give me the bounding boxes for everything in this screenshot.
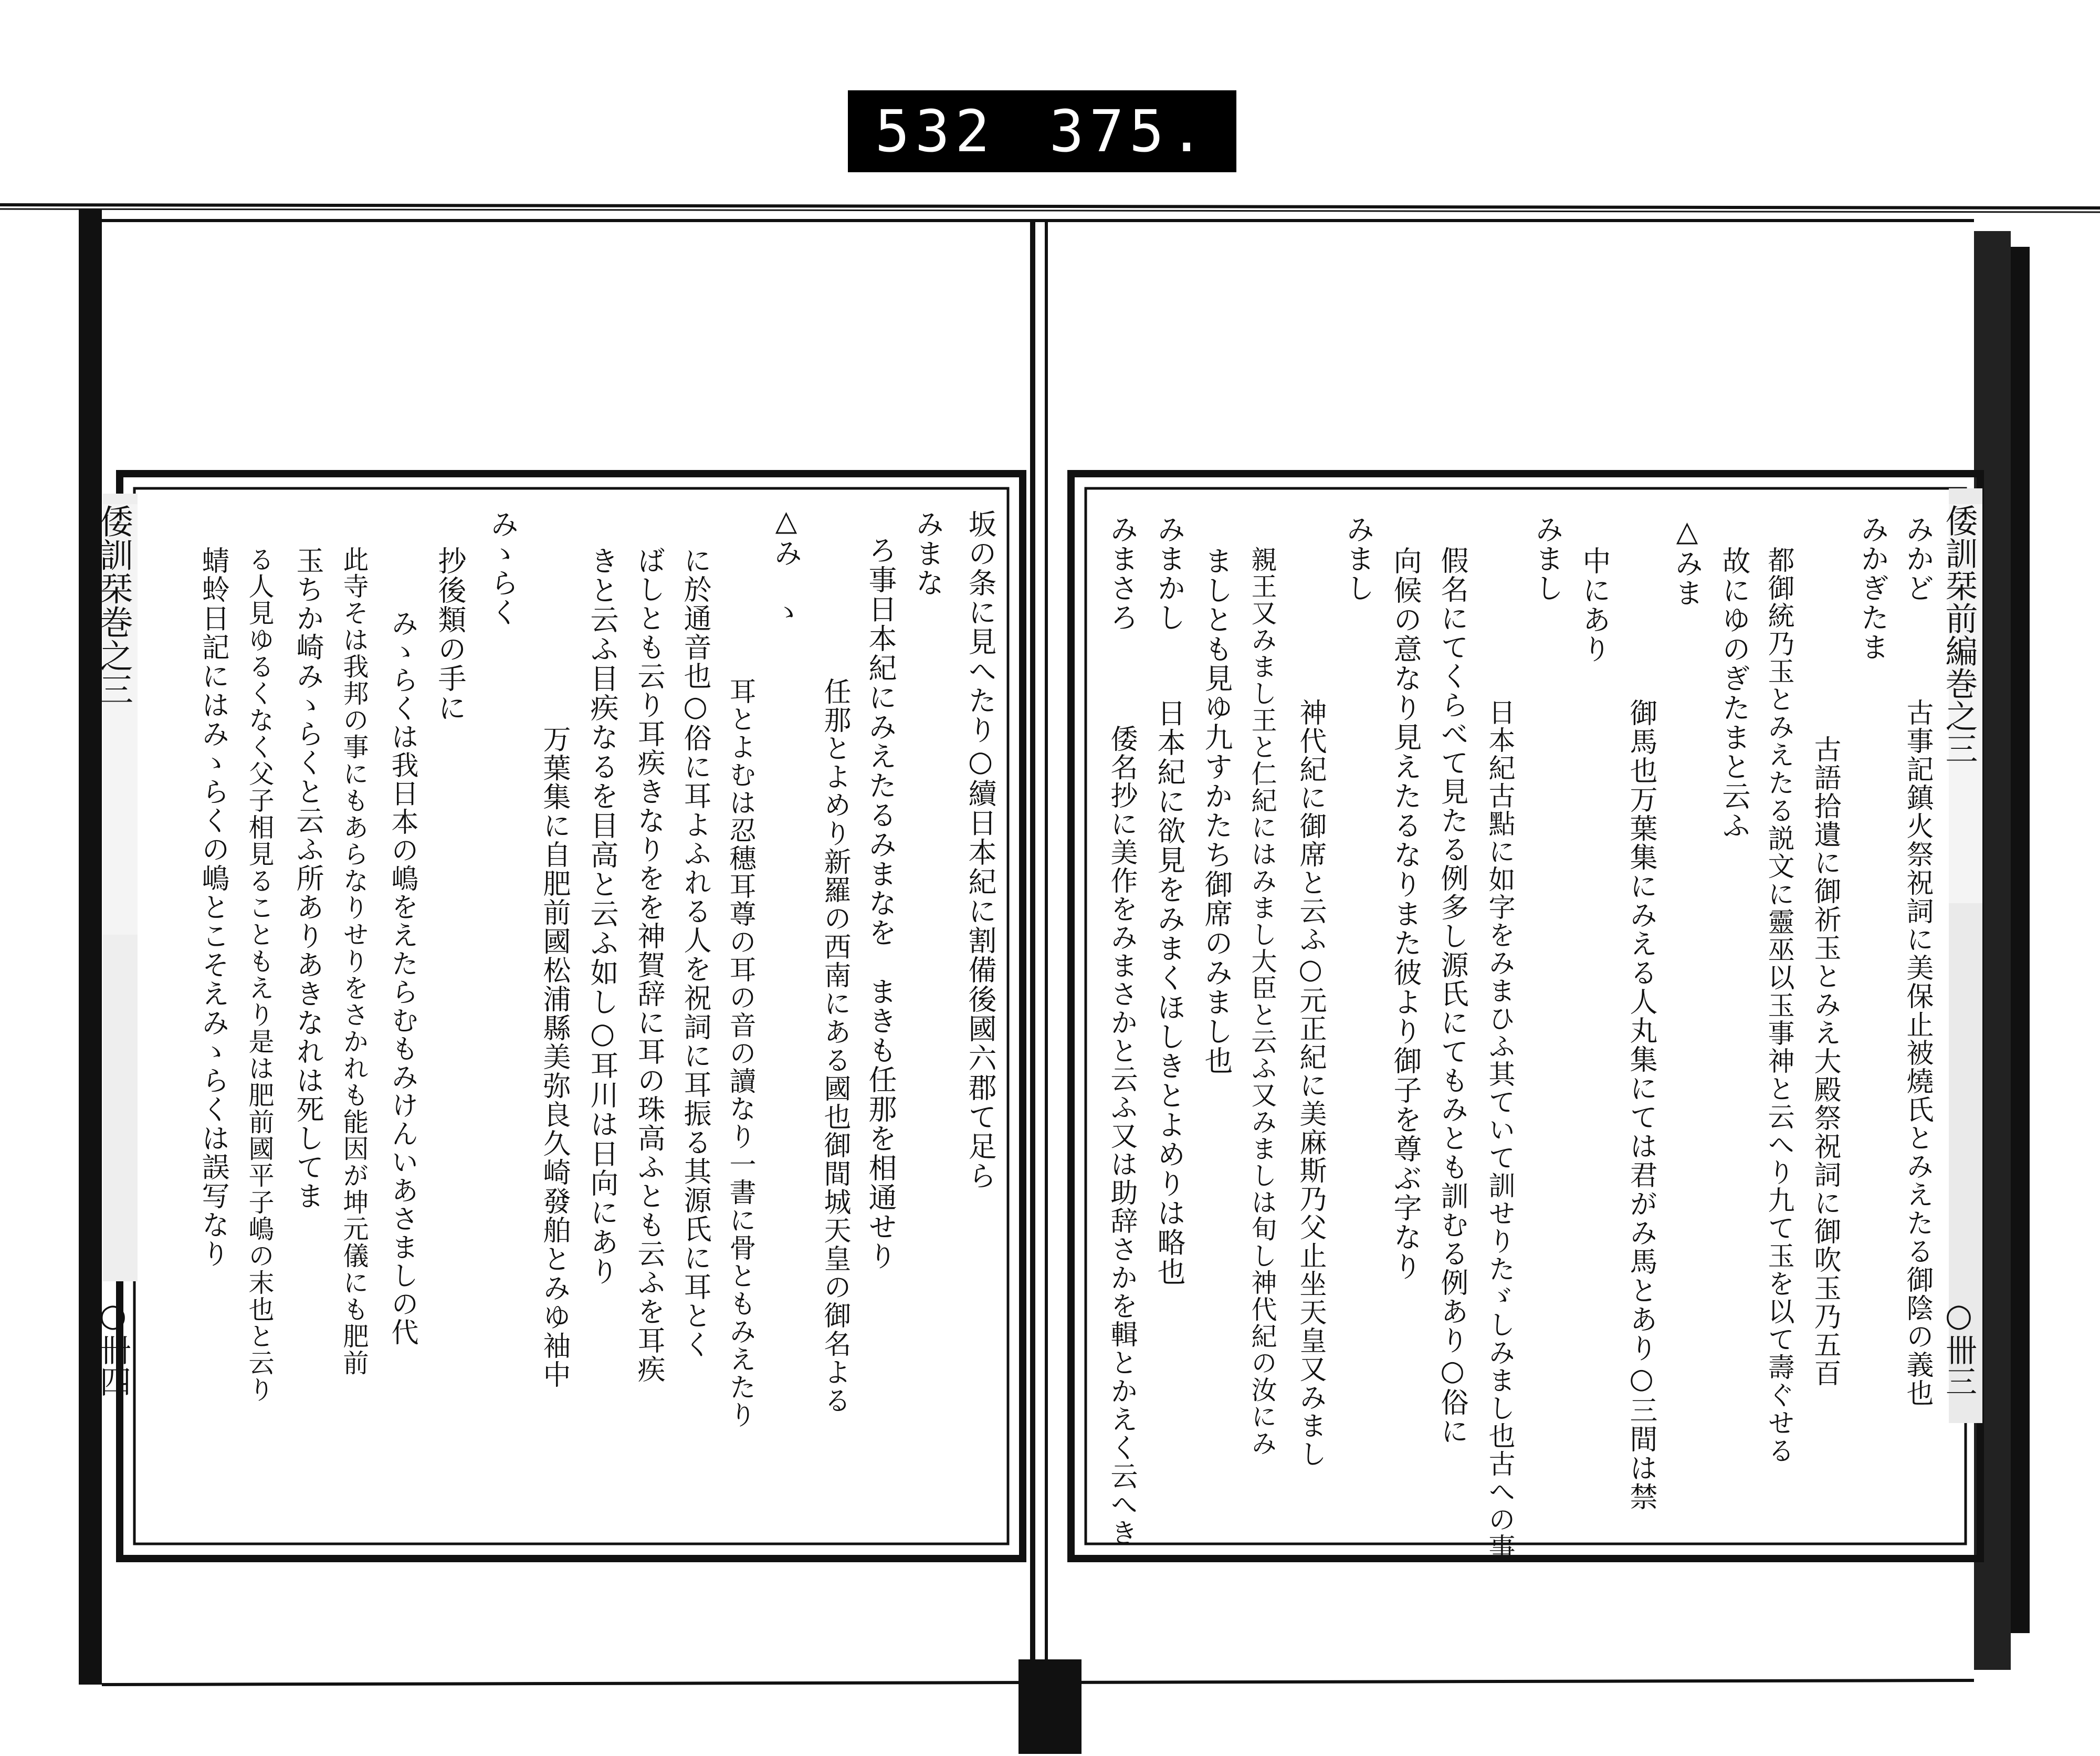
right-column: 故にゆのぎたまと云ふ xyxy=(1718,546,1751,840)
right-column: 都御統乃玉とみえたる説文に靈巫以玉事神と云へり九て玉を以て壽ぐせる xyxy=(1763,546,1794,1465)
right-column: 中にあり xyxy=(1578,546,1611,664)
right-column-heading: みまさろ xyxy=(1106,515,1139,632)
right-column: 古語拾遺に御祈玉とみえ大殿祭祝詞に御吹玉乃五百 xyxy=(1809,735,1841,1387)
left-column: 此寺そは我邦の事にもあらなりせりをさかれも能因が坤元儀にも肥前 xyxy=(339,546,369,1376)
left-column: 抄後類の手に xyxy=(434,546,467,723)
right-column: 日本紀に欲見をみまくほしきとよめりは略也 xyxy=(1153,698,1186,1287)
left-column: に於通音也○俗に耳よふれる人を祝詞に耳振る其源氏に耳とく xyxy=(679,546,711,1359)
left-column: 万葉集に自肥前國松浦縣美弥良久崎發舶とみゆ袖中 xyxy=(539,725,571,1389)
right-column: 御馬也万葉集にみえる人丸集にては君がみ馬とあり○三間は禁 xyxy=(1625,698,1657,1511)
left-page-title-strip: 倭訓栞巻之三 xyxy=(103,504,138,935)
catalog-number-left: 532 xyxy=(875,98,995,165)
left-column-heading: △み ゝ xyxy=(770,504,803,626)
left-page-folio: ○卌四 xyxy=(94,1297,131,1397)
right-page-title-strip: 倭訓栞前編巻之三 xyxy=(1949,504,1982,903)
catalog-number-right: 375. xyxy=(1049,98,1210,165)
left-column: 坂の条に見へたり○續日本紀に割備後國六郡て足ら xyxy=(964,509,997,1190)
left-column: みゝらくは我日本の嶋をえたらむもみけんいあさましの代 xyxy=(386,609,418,1346)
right-column: 古事記鎮火祭祝詞に美保止被燒氏とみえたる御陰の義也 xyxy=(1902,698,1933,1407)
left-column-heading: みゝらく xyxy=(486,509,519,627)
right-page-folio: ○卌三 xyxy=(1940,1297,1977,1397)
catalog-label xyxy=(848,90,1236,172)
left-column: きと云ふ目疾なるを目高と云ふ如し○耳川は日向にあり xyxy=(586,546,619,1286)
right-column-heading: みかど xyxy=(1902,515,1935,603)
left-column: 耳とよむは忍穗耳尊の耳の音の讀なり一書に骨ともみえたり xyxy=(724,677,755,1429)
right-column-heading: みまし xyxy=(1342,515,1375,603)
left-column: ろ事日本紀にみえたるみまなを まきも任那を相通せり xyxy=(864,536,897,1271)
right-column: 親王又みまし王と仁紀にはみまし大臣と云ふ又みましは旬し神代紀の汝にみ xyxy=(1247,546,1277,1457)
right-column-heading: みまかし xyxy=(1153,515,1186,632)
right-column-heading: △みま xyxy=(1671,515,1704,608)
left-column: ばしとも云り耳疾きなりをを神賀辞に耳の珠高ふとも云ふを耳疾 xyxy=(633,546,665,1384)
right-column: ましとも見ゆ九すかたち御席のみまし也 xyxy=(1200,546,1233,1075)
left-column: 蜻蛉日記にはみゝらくの嶋とこそえみゝらくは誤写なり xyxy=(197,546,229,1268)
right-column: 倭名抄に美作をみまさかと云ふ又は助辞さかを輯とかえく云へき xyxy=(1106,725,1137,1547)
left-column: る人見ゆるくなく父子相見ることもえり是は肥前國平子嶋の末也と云り xyxy=(245,546,275,1403)
right-column-heading: みかぎたま xyxy=(1856,515,1889,662)
right-column: 日本紀古點に如字をみまひふ其ていて訓せりたゞしみまし也古への事 xyxy=(1484,698,1515,1561)
right-column-heading: みまし xyxy=(1531,515,1564,603)
left-column-heading: みまな xyxy=(911,509,944,598)
right-column: 神代紀に御席と云ふ○元正紀に美麻斯乃父止坐天皇又みまし xyxy=(1295,698,1326,1468)
right-column: 向候の意なり見えたるなりまた彼より御子を尊ぶ字なり xyxy=(1389,546,1422,1281)
left-column: 任那とよめり新羅の西南にある國也御間城天皇の御名よる xyxy=(819,677,850,1415)
left-column: 玉ちか崎みゝらくと云ふ所ありあきなれは死してま xyxy=(292,546,324,1210)
right-column: 假名にてくらべて見たる例多し源氏にてもみとも訓むる例あり○俗に xyxy=(1436,546,1468,1446)
